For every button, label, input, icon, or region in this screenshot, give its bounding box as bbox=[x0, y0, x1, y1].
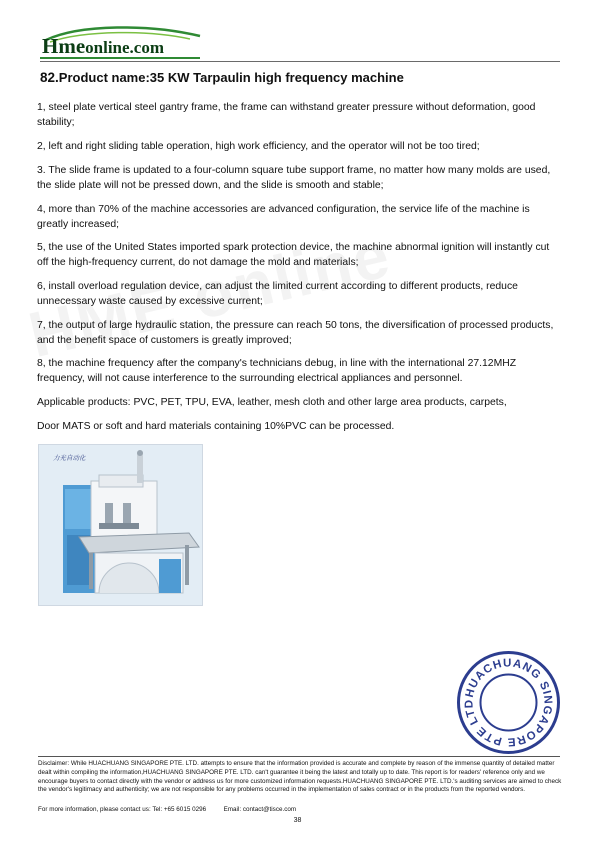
spec-paragraph-8: 8, the machine frequency after the company's technicians debug, in line with the international 27.12MHZ frequency, will not cause interference to the surrounding electrical appliances and personnel. bbox=[37, 358, 517, 384]
contact-email[interactable]: Email: contact@tisce.com bbox=[223, 806, 297, 813]
logo-brand: Hme bbox=[42, 34, 86, 58]
svg-text:HUACHUANG SINGAPORE PTE LTD bbox=[463, 657, 553, 747]
footer-divider bbox=[38, 756, 560, 757]
spec-paragraph-3: 3. The slide frame is updated to a four-column square tube support frame, no matter how many molds are used, the slide plate will not be pressed down, and the slide is smooth and stable; bbox=[37, 165, 551, 191]
logo-wordmark bbox=[42, 34, 164, 59]
product-number: 82. bbox=[40, 70, 59, 85]
spec-paragraph-2: 2, left and right sliding table operation, high work efficiency, and the operator will not be too tired; bbox=[37, 141, 480, 152]
logo-suffix: online.com bbox=[85, 38, 165, 57]
applicable-products-line-2: Door MATS or soft and hard materials containing 10%PVC can be processed. bbox=[37, 421, 395, 432]
spec-paragraph-4: 4, more than 70% of the machine accessories are advanced configuration, the service life of the machine is greatly increased; bbox=[37, 204, 530, 230]
product-title bbox=[40, 70, 404, 85]
page-number: 38 bbox=[293, 817, 302, 824]
spec-paragraph-7: 7, the output of large hydraulic station, the pressure can reach 50 tons, the diversification of processed products, and the benefit space of customers is greatly improved; bbox=[37, 320, 554, 346]
spec-paragraph-1: 1, steel plate vertical steel gantry frame, the frame can withstand greater pressure without deformation, good stability; bbox=[37, 102, 536, 128]
spec-paragraph-6: 6, install overload regulation device, can adjust the limited current according to different products, reduce unnecessary waste caused by excessive current; bbox=[37, 281, 518, 307]
company-seal-stamp bbox=[456, 650, 561, 755]
contact-phone: For more information, please contact us: Tel: +65 6015 0296 bbox=[38, 806, 207, 813]
photo-caption: 力光自动化 bbox=[53, 455, 86, 462]
contact-line bbox=[38, 806, 296, 813]
applicable-products-line-1: Applicable products: PVC, PET, TPU, EVA, leather, mesh cloth and other large area products, carpets, bbox=[37, 397, 507, 408]
machine-illustration-icon bbox=[39, 445, 202, 605]
spec-paragraph-5: 5, the use of the United States imported spark protection device, the machine abnormal ignition will instantly cut off the high-frequency current, do not damage the mold and materials; bbox=[37, 242, 550, 268]
machine-photo bbox=[38, 444, 203, 606]
header-divider bbox=[40, 61, 560, 62]
seal-text: HUACHUANG SINGAPORE PTE LTD bbox=[463, 657, 554, 748]
disclaimer-text: Disclaimer: While HUACHUANG SINGAPORE PTE. LTD. attempts to ensure that the information provided is accurate and complete by reason of the immense quantity of detailed matter dealt within compiling the information,HUACHUANG SINGAPORE PTE. LTD. can't guarantee it being the latest and totally up to date. This report is for readers' reference only and we encourage buyers to contact directly with the vendor or address us for more customized information requests.HUACHUANG SINGAPORE PTE. LTD.'s auditing services are aimed to check the vendor's legitimacy and authenticity; we are not responsible for any problems occurred in the implementation of sales contract or in the products from the reported vendors. bbox=[38, 760, 562, 794]
hmeonline-logo bbox=[40, 26, 210, 60]
product-title-text: Product name:35 KW Tarpaulin high frequency machine bbox=[58, 70, 404, 85]
